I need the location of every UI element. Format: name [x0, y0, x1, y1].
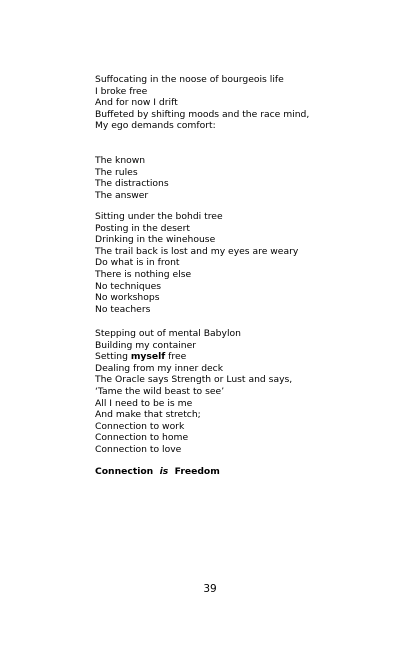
poem-line: No teachers	[95, 303, 151, 315]
poem-line: ‘Tame the wild beast to see’	[95, 385, 225, 397]
poem-line: And make that stretch;	[95, 409, 201, 421]
poem-line: There is nothing else	[95, 268, 192, 280]
poem-line: Sitting under the bohdi tree	[95, 211, 223, 222]
poem-line: Posting in the desert	[95, 222, 190, 234]
poem-line-setting-myself-free	[95, 351, 292, 363]
poem-line: My ego demands comfort:	[95, 120, 216, 132]
poem-line: Do what is in front	[95, 257, 180, 269]
poem-line: The known	[95, 155, 146, 166]
poem-line: No workshops	[95, 292, 160, 304]
poem-line: Dealing from my inner deck	[95, 362, 224, 374]
closing-line	[95, 466, 220, 478]
stanza-4	[95, 328, 292, 456]
stanza-3	[95, 211, 298, 315]
emphasis-myself: myself	[130, 351, 166, 363]
poem-line: The trail back is lost and my eyes are weary	[95, 245, 299, 257]
poem-text: free	[165, 351, 187, 363]
poem-line: The rules	[95, 166, 138, 178]
poem-line: Connection to home	[95, 432, 189, 444]
poem-line: Suffocating in the noose of bourgeois life	[95, 74, 284, 85]
page-number: 39	[203, 583, 217, 595]
closing-emphasis-is: is	[159, 466, 169, 477]
poem-line: No techniques	[95, 280, 162, 292]
poem-line: Stepping out of mental Babylon	[95, 328, 241, 339]
poem-line: All I need to be is me	[95, 397, 193, 409]
poem-line: Connection to work	[95, 420, 185, 432]
closing-word: Freedom	[174, 466, 220, 477]
poem-line: And for now I drift	[95, 97, 178, 109]
poem-line: The Oracle says Strength or Lust and says,	[95, 374, 293, 386]
poem-line: I broke free	[95, 85, 148, 97]
poem-line: The distractions	[95, 178, 169, 190]
stanza-2	[95, 155, 169, 201]
poem-line: The answer	[95, 189, 149, 201]
stanza-1	[95, 74, 309, 132]
poem-line: Buffeted by shifting moods and the race mind,	[95, 108, 310, 120]
poem-text: Setting	[95, 351, 131, 363]
poem-line: Building my container	[95, 339, 197, 351]
poem-line: Connection to love	[95, 443, 182, 455]
closing-word: Connection	[95, 466, 154, 477]
poem-line: Drinking in the winehouse	[95, 234, 216, 246]
